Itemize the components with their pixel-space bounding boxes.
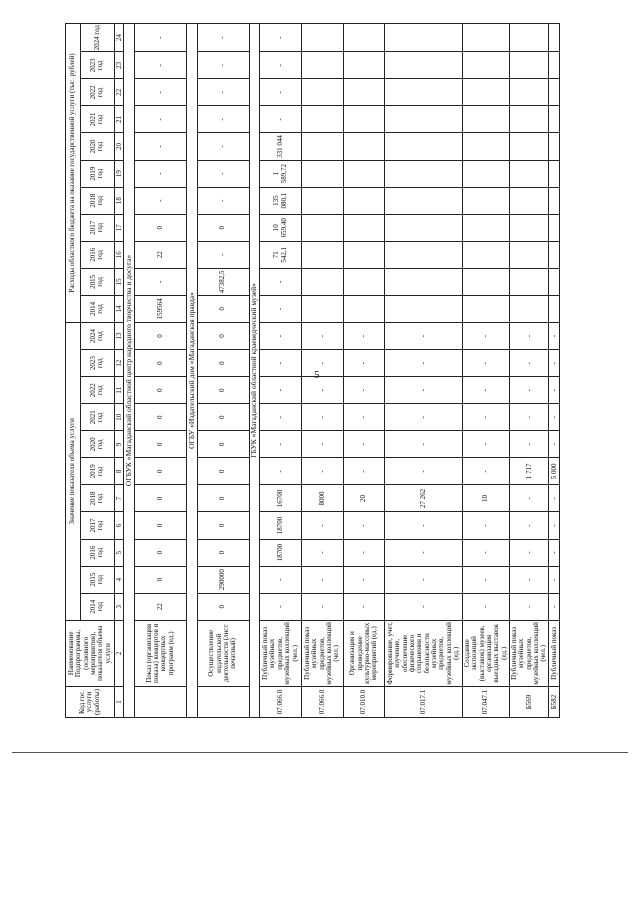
expense-value bbox=[463, 52, 510, 79]
expense-value bbox=[510, 241, 549, 268]
expense-value bbox=[343, 187, 385, 214]
volume-value: 0 bbox=[134, 566, 186, 593]
volume-value: 0 bbox=[197, 458, 249, 485]
expense-year-header: 2020 год bbox=[80, 133, 114, 160]
expense-year-header: 2019 год bbox=[80, 160, 114, 187]
expense-value bbox=[463, 214, 510, 241]
volume-value: - bbox=[549, 593, 560, 620]
volume-year-header: 2021 год bbox=[80, 404, 114, 431]
column-number: 14 bbox=[115, 295, 124, 322]
expense-value: 10 659,40 bbox=[260, 214, 302, 241]
volume-value: - bbox=[343, 377, 385, 404]
expense-value bbox=[343, 268, 385, 295]
volume-value: - bbox=[549, 539, 560, 566]
volume-value: - bbox=[463, 404, 510, 431]
volume-value: - bbox=[463, 593, 510, 620]
expense-value bbox=[385, 79, 463, 106]
volume-value: 0 bbox=[134, 404, 186, 431]
volume-year-header: 2019 год bbox=[80, 458, 114, 485]
expense-value bbox=[343, 160, 385, 187]
volume-value: - bbox=[301, 377, 343, 404]
volume-value: - bbox=[463, 377, 510, 404]
volume-value: - bbox=[463, 566, 510, 593]
expense-year-header: 2018 год bbox=[80, 187, 114, 214]
expense-value: - bbox=[134, 160, 186, 187]
column-number: 15 bbox=[115, 268, 124, 295]
organization-title: ГБУК «Магаданский областной краеведческий музей» bbox=[249, 24, 259, 718]
volume-value: - bbox=[549, 404, 560, 431]
volume-value: - bbox=[385, 431, 463, 458]
expense-value bbox=[510, 160, 549, 187]
rotated-table-container bbox=[65, 23, 560, 718]
expense-year-header: 2024 год bbox=[80, 24, 114, 52]
volume-value: 1 717 bbox=[510, 458, 549, 485]
header-volume-group: Значение показателя объема услуги bbox=[66, 322, 81, 620]
column-number: 9 bbox=[115, 431, 124, 458]
column-number: 8 bbox=[115, 458, 124, 485]
expense-value: - bbox=[134, 24, 186, 52]
expense-value: - bbox=[134, 52, 186, 79]
volume-value: - bbox=[301, 458, 343, 485]
volume-value: 0 bbox=[134, 377, 186, 404]
service-code: Б569 bbox=[510, 686, 549, 717]
volume-value: - bbox=[549, 512, 560, 539]
volume-value: 0 bbox=[197, 593, 249, 620]
expense-value bbox=[510, 214, 549, 241]
service-name: Публичный показ музейных предметов, музейных коллекций (чел.) bbox=[260, 620, 302, 686]
expense-value bbox=[549, 214, 560, 241]
expense-value bbox=[385, 268, 463, 295]
expense-value bbox=[301, 52, 343, 79]
expense-value: 331 044 bbox=[260, 133, 302, 160]
volume-value: - bbox=[549, 350, 560, 377]
expense-value bbox=[343, 24, 385, 52]
volume-value: 0 bbox=[197, 431, 249, 458]
volume-value: - bbox=[463, 512, 510, 539]
volume-year-header: 2024 год bbox=[80, 322, 114, 349]
volume-value: 20 bbox=[343, 485, 385, 512]
service-name: Создание экспозиций (выставок) музеев, организация выездных выставок (ед.) bbox=[463, 620, 510, 686]
column-number: 10 bbox=[115, 404, 124, 431]
expense-value bbox=[549, 268, 560, 295]
expense-value: - bbox=[197, 106, 249, 133]
expense-value bbox=[549, 106, 560, 133]
volume-year-header: 2017 год bbox=[80, 512, 114, 539]
expense-value: - bbox=[134, 106, 186, 133]
expense-value bbox=[463, 268, 510, 295]
service-name: Формирование, учет, изучение, обеспечение физического сохранения и безопасности музейных предметов, музейных коллекций (ед.) bbox=[385, 620, 463, 686]
expense-value: - bbox=[260, 79, 302, 106]
expense-year-header: 2021 год bbox=[80, 106, 114, 133]
volume-value: - bbox=[510, 404, 549, 431]
volume-year-header: 2018 год bbox=[80, 485, 114, 512]
volume-value: - bbox=[510, 593, 549, 620]
expense-value bbox=[385, 214, 463, 241]
column-number: 23 bbox=[115, 52, 124, 79]
expense-value bbox=[343, 295, 385, 322]
volume-value: - bbox=[260, 377, 302, 404]
volume-value: 0 bbox=[197, 539, 249, 566]
volume-year-header: 2015 год bbox=[80, 566, 114, 593]
expense-value: - bbox=[197, 133, 249, 160]
expense-value: 159564 bbox=[134, 295, 186, 322]
column-number: 4 bbox=[115, 566, 124, 593]
volume-value: - bbox=[510, 322, 549, 349]
column-number: 11 bbox=[115, 377, 124, 404]
service-name: Публичный показ bbox=[549, 620, 560, 686]
expense-value bbox=[463, 295, 510, 322]
volume-value: - bbox=[385, 350, 463, 377]
expense-value bbox=[385, 295, 463, 322]
volume-value: - bbox=[343, 512, 385, 539]
expense-value: - bbox=[197, 24, 249, 52]
service-name: Показ (организация показа) концертов и концертных программ (ед.) bbox=[134, 620, 186, 686]
expense-value: - bbox=[134, 268, 186, 295]
service-code: 07.017.1 bbox=[385, 686, 463, 717]
volume-value: - bbox=[260, 458, 302, 485]
volume-value: - bbox=[385, 322, 463, 349]
expense-value bbox=[343, 133, 385, 160]
expense-year-header: 2023 год bbox=[80, 52, 114, 79]
expense-value bbox=[343, 106, 385, 133]
expense-value bbox=[549, 24, 560, 52]
table-row bbox=[463, 24, 510, 718]
volume-value: 10 bbox=[463, 485, 510, 512]
expense-value bbox=[549, 187, 560, 214]
expense-year-header: 2015 год bbox=[80, 268, 114, 295]
volume-value: - bbox=[463, 539, 510, 566]
service-name: Организация и проведение культурно-массовых мероприятий (ед.) bbox=[343, 620, 385, 686]
volume-value: - bbox=[301, 350, 343, 377]
volume-value: 0 bbox=[134, 539, 186, 566]
volume-value: - bbox=[549, 431, 560, 458]
volume-value: - bbox=[343, 322, 385, 349]
column-number: 12 bbox=[115, 350, 124, 377]
expense-year-header: 2016 год bbox=[80, 241, 114, 268]
expense-value bbox=[549, 160, 560, 187]
volume-value: - bbox=[343, 350, 385, 377]
column-number: 7 bbox=[115, 485, 124, 512]
expense-value bbox=[301, 241, 343, 268]
column-number: 17 bbox=[115, 214, 124, 241]
volume-value: 0 bbox=[134, 322, 186, 349]
volume-value: - bbox=[260, 350, 302, 377]
table-row bbox=[301, 24, 343, 718]
expense-value bbox=[343, 79, 385, 106]
volume-value: - bbox=[301, 539, 343, 566]
expense-value bbox=[510, 52, 549, 79]
volume-value: - bbox=[510, 539, 549, 566]
volume-value: - bbox=[549, 322, 560, 349]
table-row bbox=[549, 24, 560, 718]
volume-value: 0 bbox=[134, 350, 186, 377]
volume-value: 0 bbox=[197, 377, 249, 404]
expense-value bbox=[301, 268, 343, 295]
volume-value: - bbox=[260, 431, 302, 458]
expense-value bbox=[549, 79, 560, 106]
expense-value bbox=[343, 241, 385, 268]
service-name: Публичный показ музейных предметов, музейных коллекций (чел.) bbox=[301, 620, 343, 686]
expense-year-header: 2017 год bbox=[80, 214, 114, 241]
volume-value: - bbox=[463, 350, 510, 377]
volume-value: - bbox=[301, 322, 343, 349]
column-number: 2 bbox=[115, 620, 124, 686]
volume-value: - bbox=[385, 404, 463, 431]
service-name: Осуществление издательской деятельности (лист печатный) bbox=[197, 620, 249, 686]
expense-value bbox=[385, 241, 463, 268]
column-number: 3 bbox=[115, 593, 124, 620]
expense-value bbox=[463, 79, 510, 106]
expense-value: 0 bbox=[197, 295, 249, 322]
column-number: 20 bbox=[115, 133, 124, 160]
volume-value: - bbox=[343, 566, 385, 593]
expense-value bbox=[301, 24, 343, 52]
header-code: Код гос. услуги (работы) bbox=[66, 686, 115, 717]
table-row bbox=[385, 24, 463, 718]
expense-value bbox=[343, 214, 385, 241]
page-number: 5 bbox=[314, 369, 320, 381]
volume-value: - bbox=[260, 593, 302, 620]
volume-value: 27 262 bbox=[385, 485, 463, 512]
column-number: 24 bbox=[115, 24, 124, 52]
expense-value bbox=[301, 133, 343, 160]
volume-value: 290000 bbox=[197, 566, 249, 593]
budget-table bbox=[65, 23, 560, 718]
volume-value: - bbox=[301, 593, 343, 620]
volume-value: 18700 bbox=[260, 512, 302, 539]
volume-value: - bbox=[260, 566, 302, 593]
expense-value bbox=[385, 52, 463, 79]
expense-value: 135 080,1 bbox=[260, 187, 302, 214]
expense-value: - bbox=[197, 241, 249, 268]
table-row bbox=[134, 24, 186, 718]
expense-value bbox=[301, 214, 343, 241]
service-code: Б582 bbox=[549, 686, 560, 717]
volume-value: 0 bbox=[197, 512, 249, 539]
service-code bbox=[134, 686, 186, 717]
volume-value: - bbox=[463, 458, 510, 485]
volume-year-header: 2020 год bbox=[80, 431, 114, 458]
volume-value: - bbox=[343, 431, 385, 458]
volume-value: - bbox=[510, 512, 549, 539]
volume-value: 0 bbox=[197, 485, 249, 512]
expense-value bbox=[463, 160, 510, 187]
expense-value bbox=[510, 24, 549, 52]
table-row bbox=[343, 24, 385, 718]
column-number: 21 bbox=[115, 106, 124, 133]
expense-value: - bbox=[260, 268, 302, 295]
expense-value: - bbox=[134, 187, 186, 214]
volume-value: - bbox=[343, 539, 385, 566]
expense-value bbox=[385, 187, 463, 214]
expense-value bbox=[301, 160, 343, 187]
expense-value: - bbox=[260, 52, 302, 79]
volume-value: - bbox=[385, 539, 463, 566]
column-number: 19 bbox=[115, 160, 124, 187]
service-code: 07.066.0 bbox=[301, 686, 343, 717]
volume-value: 0 bbox=[134, 431, 186, 458]
volume-value: - bbox=[510, 350, 549, 377]
service-name: Публичный показ музейных предметов, музейных коллекций (чел.) bbox=[509, 622, 548, 685]
table-row bbox=[510, 24, 549, 718]
expense-value: - bbox=[260, 106, 302, 133]
column-number: 16 bbox=[115, 241, 124, 268]
volume-year-header: 2016 год bbox=[80, 539, 114, 566]
volume-value: 5 000 bbox=[549, 458, 560, 485]
page-divider bbox=[12, 752, 628, 753]
volume-value: - bbox=[260, 404, 302, 431]
volume-value: 0 bbox=[197, 322, 249, 349]
volume-value: - bbox=[510, 566, 549, 593]
expense-value bbox=[301, 187, 343, 214]
expense-value: - bbox=[134, 79, 186, 106]
expense-value bbox=[463, 106, 510, 133]
expense-value bbox=[549, 295, 560, 322]
service-code bbox=[197, 686, 249, 717]
column-number: 18 bbox=[115, 187, 124, 214]
expense-value bbox=[549, 241, 560, 268]
expense-value bbox=[385, 133, 463, 160]
volume-value: - bbox=[301, 512, 343, 539]
volume-value: - bbox=[385, 566, 463, 593]
expense-value: 71 542,1 bbox=[260, 241, 302, 268]
expense-value: - bbox=[197, 160, 249, 187]
expense-value bbox=[510, 133, 549, 160]
expense-value bbox=[510, 187, 549, 214]
expense-year-header: 2014 год bbox=[80, 295, 114, 322]
expense-value: - bbox=[134, 133, 186, 160]
service-code: 07.066.0 bbox=[260, 686, 302, 717]
volume-value: - bbox=[343, 458, 385, 485]
volume-value: 18700 bbox=[260, 539, 302, 566]
column-number: 22 bbox=[115, 79, 124, 106]
volume-year-header: 2022 год bbox=[80, 377, 114, 404]
volume-value: - bbox=[510, 377, 549, 404]
expense-value bbox=[463, 24, 510, 52]
volume-value: 8000 bbox=[301, 485, 343, 512]
expense-value: - bbox=[197, 52, 249, 79]
expense-value bbox=[463, 133, 510, 160]
expense-value: 0 bbox=[134, 214, 186, 241]
volume-value: - bbox=[463, 322, 510, 349]
volume-value: - bbox=[510, 431, 549, 458]
volume-value: - bbox=[385, 593, 463, 620]
volume-value: - bbox=[301, 566, 343, 593]
expense-value bbox=[301, 79, 343, 106]
volume-value: - bbox=[385, 377, 463, 404]
column-number: 5 bbox=[115, 539, 124, 566]
expense-year-header: 2022 год bbox=[80, 79, 114, 106]
expense-value: 0 bbox=[197, 214, 249, 241]
expense-value: 47382,5 bbox=[197, 268, 249, 295]
column-number: 13 bbox=[115, 322, 124, 349]
expense-value bbox=[463, 241, 510, 268]
expense-value: - bbox=[197, 79, 249, 106]
expense-value: - bbox=[260, 295, 302, 322]
organization-title: ОГБУ «Издательский дом «Магаданская правда» bbox=[187, 24, 197, 718]
organization-title: ОГБУК «Магаданский областной центр народного творчества и досуга» bbox=[124, 24, 134, 718]
expense-value bbox=[549, 133, 560, 160]
column-number: 1 bbox=[115, 686, 124, 717]
table-row bbox=[197, 24, 249, 718]
volume-value: - bbox=[385, 458, 463, 485]
volume-value: - bbox=[549, 566, 560, 593]
volume-value: - bbox=[343, 404, 385, 431]
volume-value: - bbox=[463, 431, 510, 458]
volume-value: 0 bbox=[197, 350, 249, 377]
expense-value bbox=[510, 106, 549, 133]
column-number: 6 bbox=[115, 512, 124, 539]
table-row bbox=[260, 24, 302, 718]
volume-value: - bbox=[301, 404, 343, 431]
service-code: 07.010.0 bbox=[343, 686, 385, 717]
expense-value bbox=[510, 268, 549, 295]
expense-value bbox=[385, 160, 463, 187]
volume-value: 0 bbox=[197, 404, 249, 431]
expense-value bbox=[385, 24, 463, 52]
expense-value bbox=[510, 295, 549, 322]
expense-value: - bbox=[197, 187, 249, 214]
expense-value bbox=[301, 106, 343, 133]
volume-value: - bbox=[343, 593, 385, 620]
volume-value: - bbox=[301, 431, 343, 458]
header-expense-group: Расходы областного бюджета на оказание государственной услуги (тыс. рублей) bbox=[66, 24, 81, 323]
expense-value bbox=[385, 106, 463, 133]
volume-value: 0 bbox=[134, 512, 186, 539]
volume-year-header: 2023 год bbox=[80, 350, 114, 377]
header-name: Наименование Подпрограммы, (основного мероприятия), показателя объема услуги bbox=[66, 620, 115, 686]
volume-value: 0 bbox=[134, 458, 186, 485]
expense-value: - bbox=[260, 24, 302, 52]
expense-value bbox=[510, 79, 549, 106]
volume-value: - bbox=[260, 322, 302, 349]
volume-value: - bbox=[549, 377, 560, 404]
expense-value bbox=[463, 187, 510, 214]
volume-value: - bbox=[549, 485, 560, 512]
expense-value bbox=[549, 52, 560, 79]
volume-value: 16700 bbox=[260, 485, 302, 512]
service-code: 07.047.1 bbox=[463, 686, 510, 717]
expense-value: 1 589,72 bbox=[260, 160, 302, 187]
volume-year-header: 2014 год bbox=[80, 593, 114, 620]
expense-value bbox=[301, 295, 343, 322]
volume-value: 0 bbox=[134, 485, 186, 512]
expense-value bbox=[343, 52, 385, 79]
volume-value: - bbox=[510, 485, 549, 512]
volume-value: - bbox=[385, 512, 463, 539]
expense-value: 22 bbox=[134, 241, 186, 268]
volume-value: 22 bbox=[134, 593, 186, 620]
